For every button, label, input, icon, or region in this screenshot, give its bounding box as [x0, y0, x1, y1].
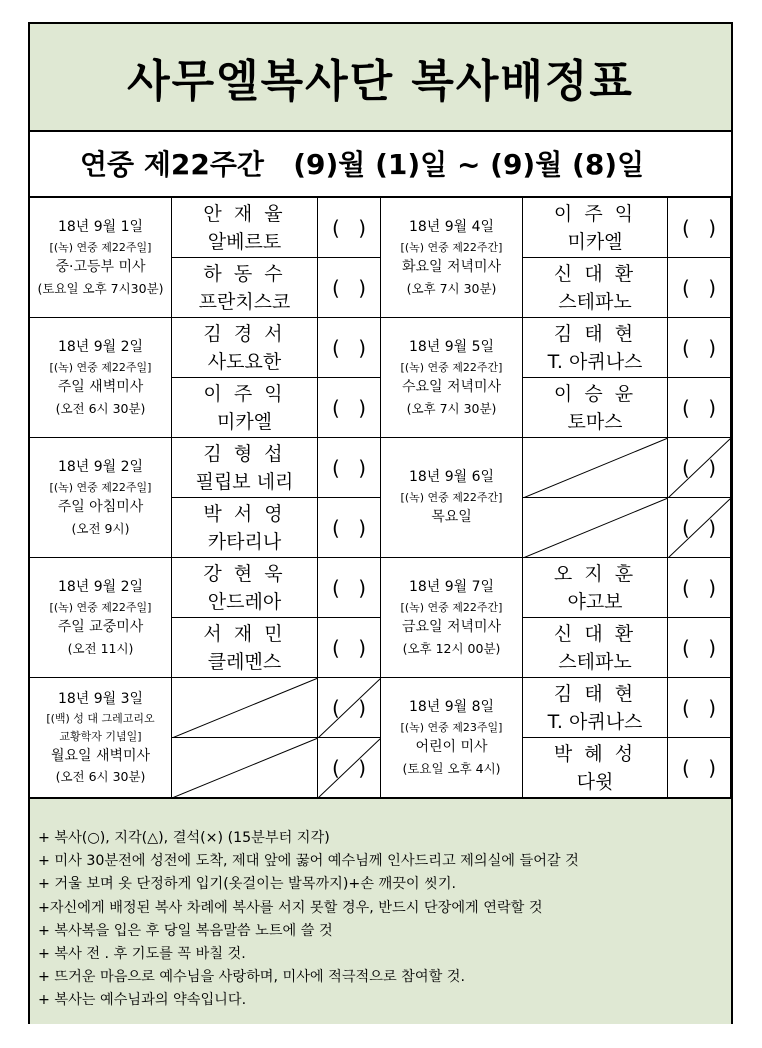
mark-open-paren: (: [682, 695, 690, 720]
attendance-mark[interactable]: [318, 618, 381, 678]
server-cell: [523, 678, 668, 738]
notes-section: [30, 798, 731, 1024]
attendance-mark[interactable]: [318, 258, 381, 318]
week-band: [30, 130, 731, 198]
attendance-mark[interactable]: [668, 738, 731, 798]
attendance-mark[interactable]: [668, 198, 731, 258]
liturgical-day: [(녹) 연중 제22주일]: [49, 600, 152, 614]
mass-info-right: [381, 678, 523, 798]
baptismal-name: 야고보: [567, 590, 623, 613]
mark-open-paren: (: [332, 335, 340, 360]
attendance-mark[interactable]: [668, 498, 731, 558]
mark-open-paren: (: [682, 455, 690, 480]
baptismal-name: T. 아퀴나스: [547, 350, 643, 373]
server-cell: [172, 258, 318, 318]
mark-open-paren: (: [682, 755, 690, 780]
server-name: 하 동 수: [203, 262, 286, 285]
server-cell: [172, 558, 318, 618]
mark-open-paren: (: [332, 395, 340, 420]
baptismal-name: T. 아퀴나스: [547, 710, 643, 733]
strike-line: [523, 438, 667, 497]
server-cell: [523, 318, 668, 378]
strike-line: [668, 498, 730, 557]
liturgical-day: [(녹) 연중 제22주간]: [400, 240, 503, 254]
server-name: 강 현 욱: [203, 562, 286, 585]
note-line: + 복사 전 . 후 기도를 꼭 바칠 것.: [38, 946, 246, 963]
attendance-mark[interactable]: [318, 438, 381, 498]
mark-close-paren: ): [708, 335, 716, 360]
server-cell: [523, 198, 668, 258]
mass-name: 수요일 저녁미사: [401, 379, 502, 396]
mass-info-left: [30, 558, 172, 678]
note-line: + 미사 30분전에 성전에 도착, 제대 앞에 꿇어 예수님께 인사드리고 제의실에 들어갈 것: [38, 853, 579, 870]
server-name: 김 경 서: [203, 322, 286, 345]
server-cell: [172, 738, 318, 798]
mark-open-paren: (: [332, 755, 340, 780]
mark-open-paren: (: [682, 215, 690, 240]
baptismal-name: 스테파노: [558, 290, 632, 313]
mark-close-paren: ): [358, 575, 366, 600]
mass-info-left: [30, 318, 172, 438]
server-cell: [523, 378, 668, 438]
mass-date: 18년 9월 2일: [57, 579, 144, 596]
server-cell: [172, 198, 318, 258]
server-name: 박 서 영: [203, 502, 286, 525]
mark-close-paren: ): [708, 215, 716, 240]
server-name: 오 지 훈: [553, 562, 637, 585]
mass-info-right: [381, 318, 523, 438]
mass-time: (토요일 오후 7시30분): [37, 280, 164, 296]
mass-name: 주일 교중미사: [57, 619, 144, 636]
mark-open-paren: (: [332, 275, 340, 300]
mass-date: 18년 9월 7일: [408, 579, 495, 596]
server-name: 김 형 섭: [203, 442, 286, 465]
attendance-mark[interactable]: [668, 378, 731, 438]
server-cell: [523, 618, 668, 678]
mark-open-paren: (: [682, 275, 690, 300]
mass-time: (오후 7시 30분): [406, 280, 497, 296]
strike-line: [668, 438, 730, 497]
mass-time: (토요일 오후 4시): [402, 760, 501, 776]
note-line: + 복사복을 입은 후 당일 복음말씀 노트에 쓸 것: [38, 922, 333, 939]
liturgical-day: [(녹) 연중 제22주간]: [400, 600, 503, 614]
mark-close-paren: ): [708, 755, 716, 780]
server-cell: [172, 498, 318, 558]
mark-close-paren: ): [358, 635, 366, 660]
strike-line: [172, 678, 317, 737]
server-name: 박 혜 성: [553, 742, 637, 765]
strike-line: [172, 738, 317, 797]
server-cell: [523, 258, 668, 318]
server-cell: [523, 738, 668, 798]
server-cell: [523, 498, 668, 558]
mark-close-paren: ): [708, 695, 716, 720]
attendance-mark[interactable]: [668, 318, 731, 378]
week-range: 연중 제22주간 (9)월 (1)일 ~ (9)월 (8)일: [80, 148, 645, 181]
baptismal-name: 필립보 네리: [195, 470, 294, 493]
server-cell: [523, 558, 668, 618]
server-name: 이 주 익: [203, 382, 286, 405]
mark-close-paren: ): [708, 515, 716, 540]
liturgical-day: [(녹) 연중 제22주일]: [49, 360, 152, 374]
attendance-mark[interactable]: [318, 318, 381, 378]
mass-date: 18년 9월 6일: [408, 469, 495, 486]
attendance-mark[interactable]: [318, 558, 381, 618]
attendance-mark[interactable]: [318, 198, 381, 258]
mark-close-paren: ): [708, 575, 716, 600]
server-name: 신 대 환: [553, 262, 637, 285]
mark-close-paren: ): [708, 275, 716, 300]
mark-open-paren: (: [332, 635, 340, 660]
mass-date: 18년 9월 2일: [57, 459, 144, 476]
baptismal-name: 안드레아: [207, 590, 282, 613]
mark-open-paren: (: [332, 215, 340, 240]
liturgical-day: [(녹) 연중 제22주일]: [49, 240, 152, 254]
note-line: +자신에게 배정된 복사 차례에 복사를 서지 못할 경우, 반드시 단장에게 연락할 것: [38, 899, 543, 916]
baptismal-name: 미카엘: [216, 410, 273, 433]
liturgical-day: [(녹) 연중 제22주간]: [400, 490, 503, 504]
liturgical-day: [(녹) 연중 제22주간]: [400, 360, 503, 374]
mark-open-paren: (: [682, 635, 690, 660]
mark-close-paren: ): [708, 395, 716, 420]
mark-close-paren: ): [358, 215, 366, 240]
mass-name: 어린이 미사: [415, 739, 488, 756]
server-name: 이 승 윤: [553, 382, 637, 405]
baptismal-name: 카타리나: [207, 530, 282, 553]
mass-time: (오전 6시 30분): [55, 400, 146, 416]
liturgical-day: [(녹) 연중 제23주일]: [400, 720, 503, 734]
mass-info-left: [30, 198, 172, 318]
note-line: + 뜨거운 마음으로 예수님을 사랑하며, 미사에 적극적으로 참여할 것.: [38, 969, 466, 986]
server-cell: [172, 678, 318, 738]
mark-close-paren: ): [358, 455, 366, 480]
attendance-mark[interactable]: [318, 378, 381, 438]
page-title: 사무엘복사단 복사배정표: [127, 56, 634, 107]
mark-open-paren: (: [332, 455, 340, 480]
attendance-mark[interactable]: [668, 618, 731, 678]
note-line: + 복사는 예수님과의 약속입니다.: [38, 992, 247, 1009]
attendance-mark[interactable]: [318, 498, 381, 558]
strike-line: [318, 678, 380, 737]
server-cell: [172, 318, 318, 378]
mass-name: 목요일: [431, 509, 472, 526]
baptismal-name: 토마스: [567, 410, 623, 433]
server-cell: [523, 438, 668, 498]
mass-info-right: [381, 198, 523, 318]
mass-date: 18년 9월 8일: [408, 699, 495, 716]
mass-info-left: [30, 678, 172, 798]
mark-close-paren: ): [358, 755, 366, 780]
schedule-sheet: [28, 22, 733, 1024]
mass-info-left: [30, 438, 172, 558]
mark-close-paren: ): [358, 275, 366, 300]
strike-line: [318, 738, 380, 797]
mass-info-right: [381, 558, 523, 678]
mark-close-paren: ): [358, 515, 366, 540]
mass-date: 18년 9월 5일: [408, 339, 495, 356]
mass-info-right: [381, 438, 523, 558]
mass-name: 월요일 새벽미사: [50, 748, 151, 765]
baptismal-name: 사도요한: [207, 350, 282, 373]
mark-open-paren: (: [682, 515, 690, 540]
note-line: + 거울 보며 옷 단정하게 입기(옷걸이는 발목까지)+손 깨끗이 씻기.: [38, 876, 457, 893]
baptismal-name: 미카엘: [567, 230, 623, 253]
server-cell: [172, 618, 318, 678]
mass-name: 주일 아침미사: [57, 499, 144, 516]
liturgical-day: [(백) 성 대 그레고리오: [46, 711, 155, 725]
baptismal-name: 프란치스코: [198, 290, 291, 313]
mass-name: 중·고등부 미사: [55, 259, 146, 276]
mass-date: 18년 9월 2일: [57, 339, 144, 356]
server-name: 김 태 현: [553, 682, 637, 705]
server-name: 김 태 현: [553, 322, 637, 345]
baptismal-name: 다윗: [576, 770, 614, 793]
baptismal-name: 스테파노: [558, 650, 632, 673]
mark-open-paren: (: [682, 395, 690, 420]
server-name: 서 재 민: [203, 622, 286, 645]
mark-close-paren: ): [358, 395, 366, 420]
mark-close-paren: ): [708, 455, 716, 480]
assignment-grid: [30, 198, 731, 798]
note-line: + 복사(○), 지각(△), 결석(×) (15분부터 지각): [38, 830, 330, 846]
server-name: 안 재 율: [203, 202, 286, 225]
attendance-mark[interactable]: [668, 558, 731, 618]
title-band: [30, 24, 731, 132]
mass-date: 18년 9월 4일: [408, 219, 495, 236]
mass-date: 18년 9월 1일: [57, 219, 144, 236]
attendance-mark[interactable]: [318, 678, 381, 738]
mass-time: (오후 7시 30분): [406, 400, 497, 416]
mass-name: 주일 새벽미사: [57, 379, 144, 396]
server-cell: [172, 438, 318, 498]
mark-open-paren: (: [332, 695, 340, 720]
attendance-mark[interactable]: [668, 678, 731, 738]
attendance-mark[interactable]: [668, 258, 731, 318]
mass-time: (오전 11시): [67, 640, 134, 656]
baptismal-name: 클레멘스: [207, 650, 282, 673]
mark-open-paren: (: [332, 515, 340, 540]
mark-close-paren: ): [358, 695, 366, 720]
mass-date: 18년 9월 3일: [57, 690, 144, 707]
mark-close-paren: ): [358, 335, 366, 360]
liturgical-day: [(녹) 연중 제22주일]: [49, 480, 152, 494]
mass-time: (오전 9시): [71, 520, 130, 536]
mass-name: 화요일 저녁미사: [401, 259, 502, 276]
liturgical-day-cont: 교황학자 기념일]: [59, 729, 142, 743]
mass-time: (오전 6시 30분): [55, 769, 146, 785]
mark-open-paren: (: [682, 335, 690, 360]
baptismal-name: 알베르토: [207, 230, 282, 253]
mark-open-paren: (: [682, 575, 690, 600]
mark-close-paren: ): [708, 635, 716, 660]
mark-open-paren: (: [332, 575, 340, 600]
mass-name: 금요일 저녁미사: [401, 619, 502, 636]
attendance-mark[interactable]: [668, 438, 731, 498]
server-name: 신 대 환: [553, 622, 637, 645]
server-name: 이 주 익: [553, 202, 637, 225]
mass-time: (오후 12시 00분): [402, 640, 501, 656]
strike-line: [523, 498, 667, 557]
server-cell: [172, 378, 318, 438]
attendance-mark[interactable]: [318, 738, 381, 798]
